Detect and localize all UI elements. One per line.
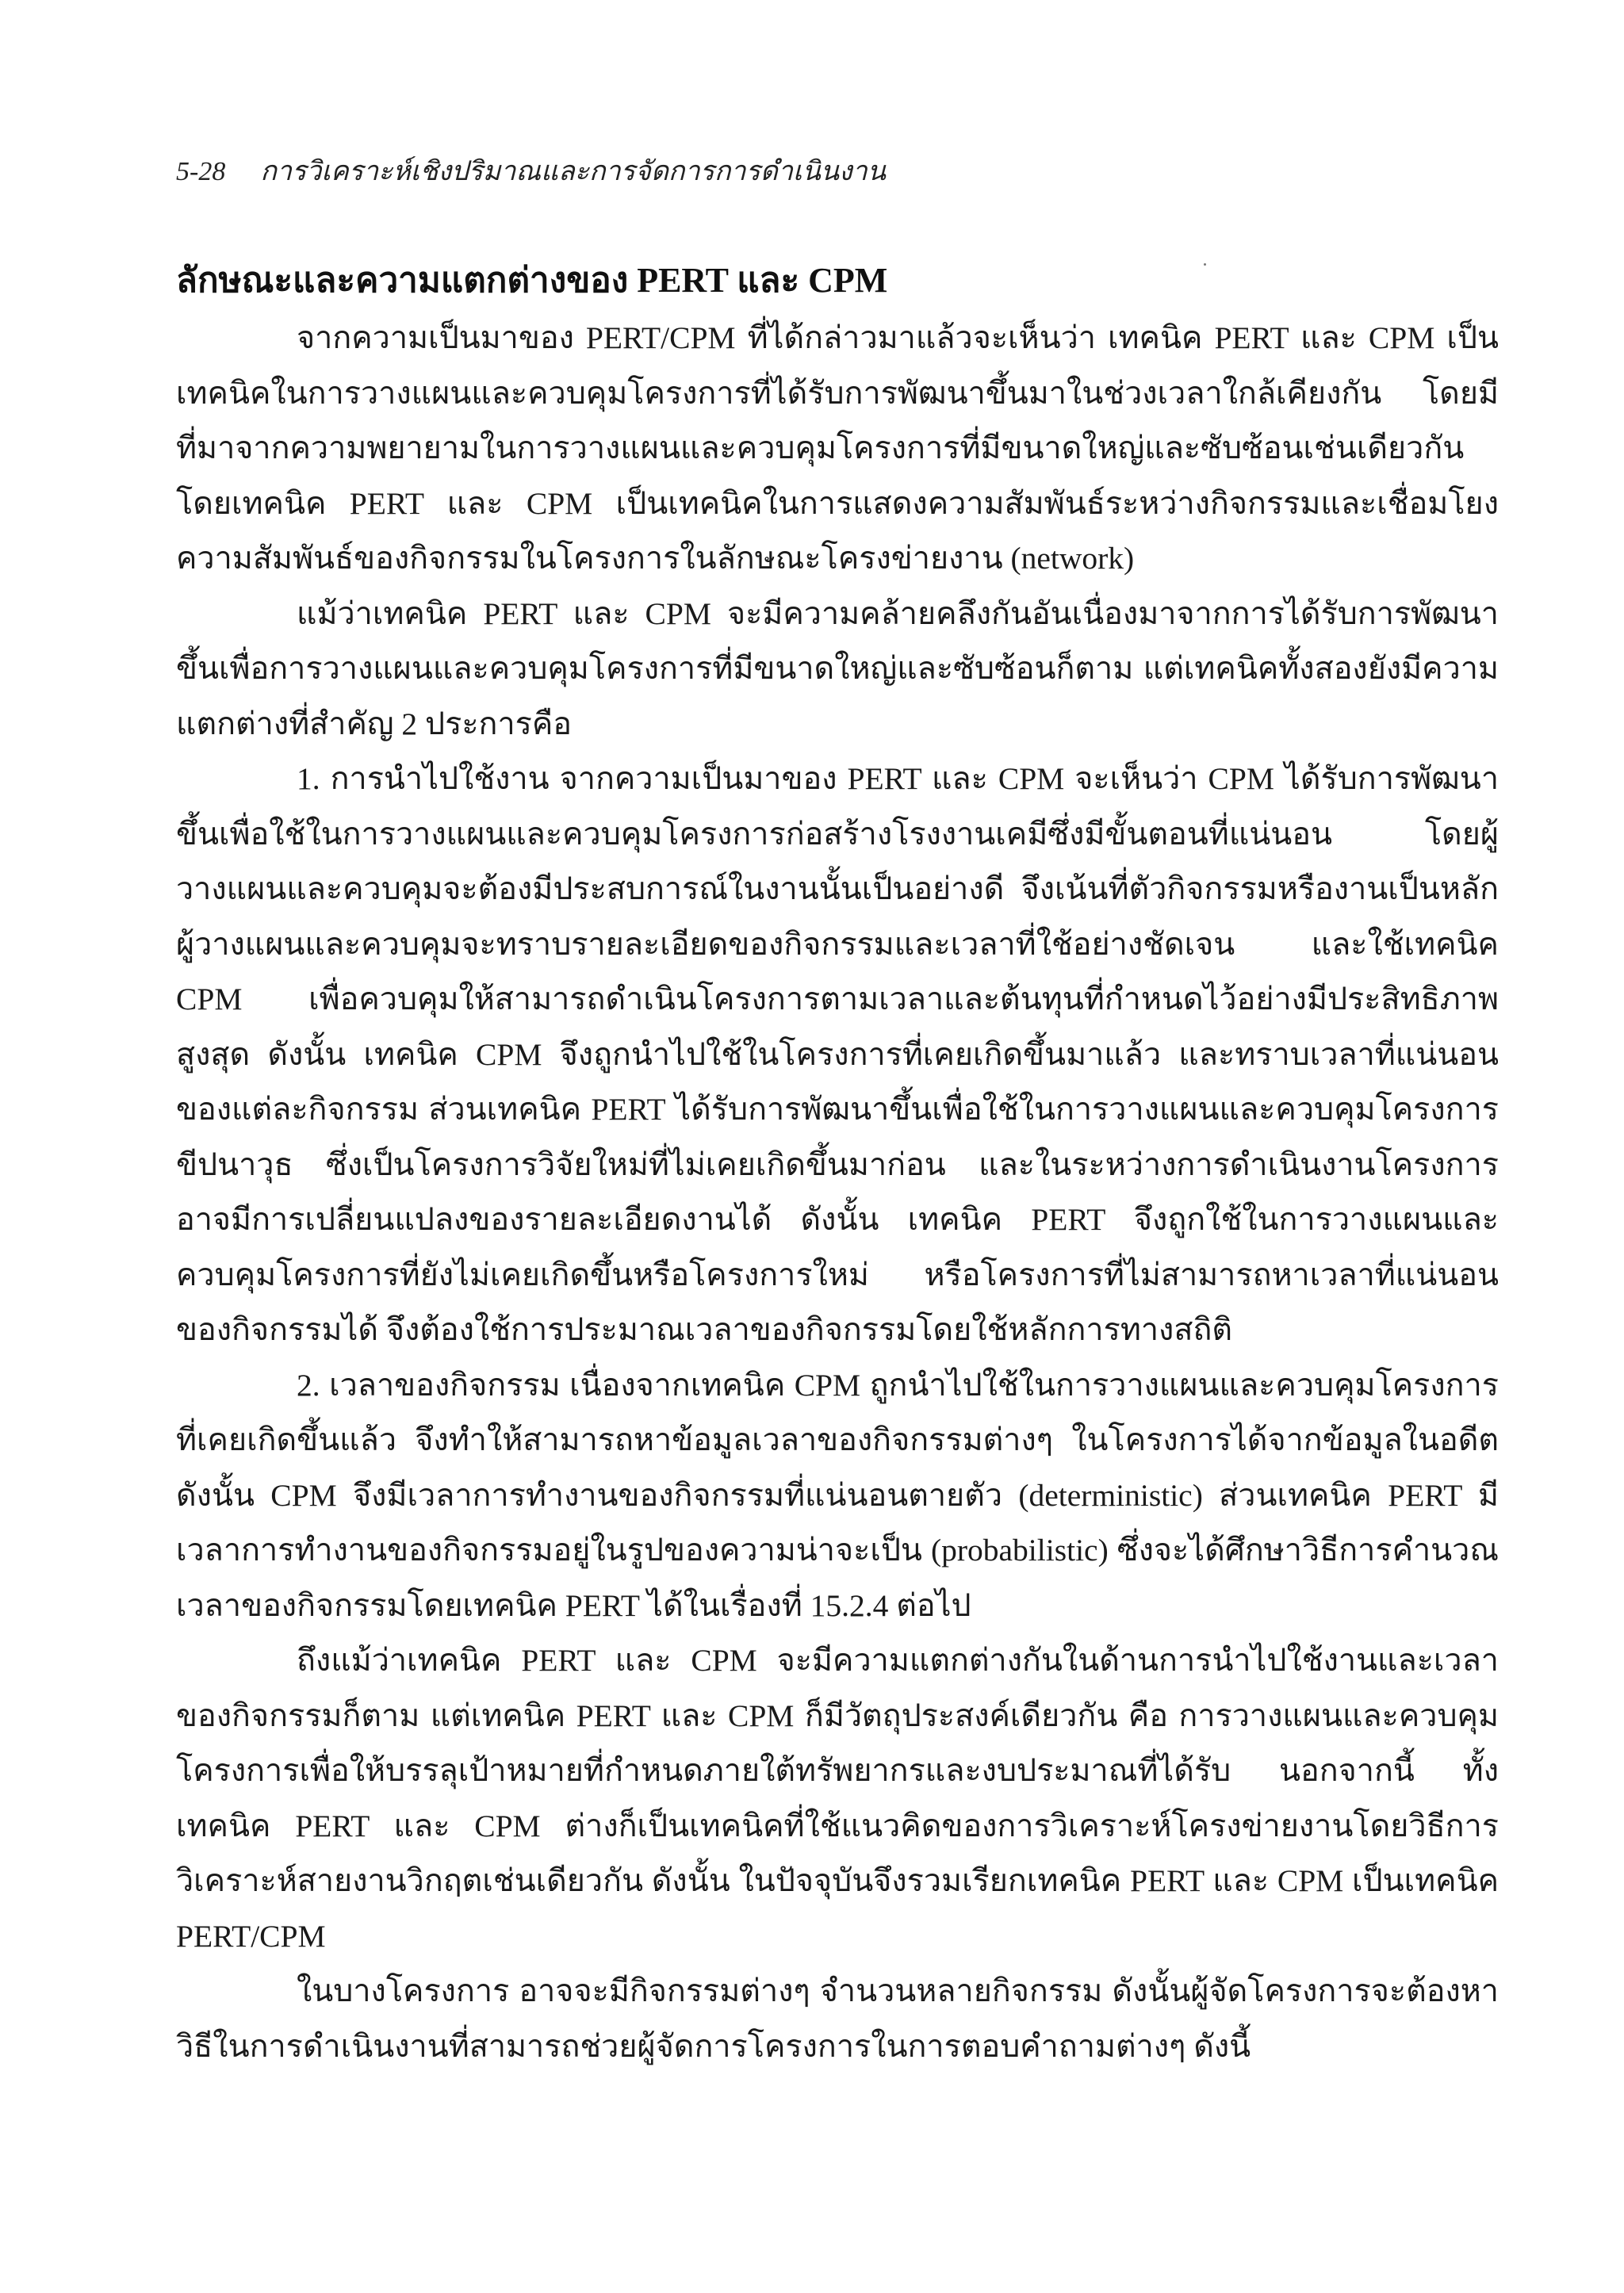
paragraph-activity-time: 2. เวลาของกิจกรรม เนื่องจากเทคนิค CPM ถูกนำไปใช้ในการวางแผนและควบคุมโครงการที่เคยเกิดขึ้นแล้ว จึงทำให้สามารถหาข้อมูลเวลาของกิจกรรมต่างๆ ในโครงการได้จากข้อมูลในอดีต ดังนั้น CPM จึงมีเวลาการทำงานของกิจกรรมที่แน่นอนตายตัว (deterministic) ส่วนเทคนิค PERT มีเวลาการทำงานของกิจกรรมอยู่ในรูปของความน่าจะเป็น (probabilistic) ซึ่งจะได้ศึกษาวิธีการคำนวณเวลาของกิจกรรมโดยเทคนิค PERT ได้ในเรื่องที่ 15.2.4 ต่อไป [176,1367,1499,1623]
paragraph-questions: ในบางโครงการ อาจจะมีกิจกรรมต่างๆ จำนวนหลายกิจกรรม ดังนั้นผู้จัดโครงการจะต้องหาวิธีในการดำเนินงานที่สามารถช่วยผู้จัดการโครงการในการตอบคำถามต่างๆ ดังนี้ [176,1973,1499,2064]
running-header [176,149,886,192]
paragraph-similarity: แม้ว่าเทคนิค PERT และ CPM จะมีความคล้ายคลึงกันอันเนื่องมาจากการได้รับการพัฒนาขึ้นเพื่อการวางแผนและควบคุมโครงการที่มีขนาดใหญ่และซับซ้อนก็ตาม แต่เทคนิคทั้งสองยังมีความแตกต่างที่สำคัญ 2 ประการคือ [176,595,1499,741]
scan-speck [1204,263,1206,266]
paragraph-origin: จากความเป็นมาของ PERT/CPM ที่ได้กล่าวมาแล้วจะเห็นว่า เทคนิค PERT และ CPM เป็นเทคนิคในการวางแผนและควบคุมโครงการที่ได้รับการพัฒนาขึ้นมาในช่วงเวลาใกล้เคียงกัน โดยมีที่มาจากความพยายามในการวางแผนและควบคุมโครงการที่มีขนาดใหญ่และซับซ้อนเช่นเดียวกัน โดยเทคนิค PERT และ CPM เป็นเทคนิคในการแสดงความสัมพันธ์ระหว่างกิจกรรมและเชื่อมโยงความสัมพันธ์ของกิจกรรมในโครงการในลักษณะโครงข่ายงาน (network) [176,320,1499,576]
body-text [176,311,1499,2074]
paragraph-application: 1. การนำไปใช้งาน จากความเป็นมาของ PERT และ CPM จะเห็นว่า CPM ได้รับการพัฒนาขึ้นเพื่อใช้ในการวางแผนและควบคุมโครงการก่อสร้างโรงงานเคมีซึ่งมีขั้นตอนที่แน่นอน โดยผู้วางแผนและควบคุมจะต้องมีประสบการณ์ในงานนั้นเป็นอย่างดี จึงเน้นที่ตัวกิจกรรมหรืองานเป็นหลัก ผู้วางแผนและควบคุมจะทราบรายละเอียดของกิจกรรมและเวลาที่ใช้อย่างชัดเจน และใช้เทคนิค CPM เพื่อควบคุมให้สามารถดำเนินโครงการตามเวลาและต้นทุนที่กำหนดไว้อย่างมีประสิทธิภาพสูงสุด ดังนั้น เทคนิค CPM จึงถูกนำไปใช้ในโครงการที่เคยเกิดขึ้นมาแล้ว และทราบเวลาที่แน่นอนของแต่ละกิจกรรม ส่วนเทคนิค PERT ได้รับการพัฒนาขึ้นเพื่อใช้ในการวางแผนและควบคุมโครงการขีปนาวุธ ซึ่งเป็นโครงการวิจัยใหม่ที่ไม่เคยเกิดขึ้นมาก่อน และในระหว่างการดำเนินงานโครงการอาจมีการเปลี่ยนแปลงของรายละเอียดงานได้ ดังนั้น เทคนิค PERT จึงถูกใช้ในการวางแผนและควบคุมโครงการที่ยังไม่เคยเกิดขึ้นหรือโครงการใหม่ หรือโครงการที่ไม่สามารถหาเวลาที่แน่นอนของกิจกรรมได้ จึงต้องใช้การประมาณเวลาของกิจกรรมโดยใช้หลักการทางสถิติ [176,761,1499,1347]
book-title: การวิเคราะห์เชิงปริมาณและการจัดการการดำเนินงาน [260,157,886,186]
paragraph-common-objective: ถึงแม้ว่าเทคนิค PERT และ CPM จะมีความแตกต่างกันในด้านการนำไปใช้งานและเวลาของกิจกรรมก็ตาม แต่เทคนิค PERT และ CPM ก็มีวัตถุประสงค์เดียวกัน คือ การวางแผนและควบคุมโครงการเพื่อให้บรรลุเป้าหมายที่กำหนดภายใต้ทรัพยากรและงบประมาณที่ได้รับ นอกจากนี้ ทั้งเทคนิค PERT และ CPM ต่างก็เป็นเทคนิคที่ใช้แนวคิดของการวิเคราะห์โครงข่ายงานโดยวิธีการวิเคราะห์สายงานวิกฤตเช่นเดียวกัน ดังนั้น ในปัจจุบันจึงรวมเรียกเทคนิค PERT และ CPM เป็นเทคนิค PERT/CPM [176,1643,1499,1954]
section-title: ลักษณะและความแตกต่างของ PERT และ CPM [176,261,888,300]
page-number: 5-28 [176,157,226,186]
